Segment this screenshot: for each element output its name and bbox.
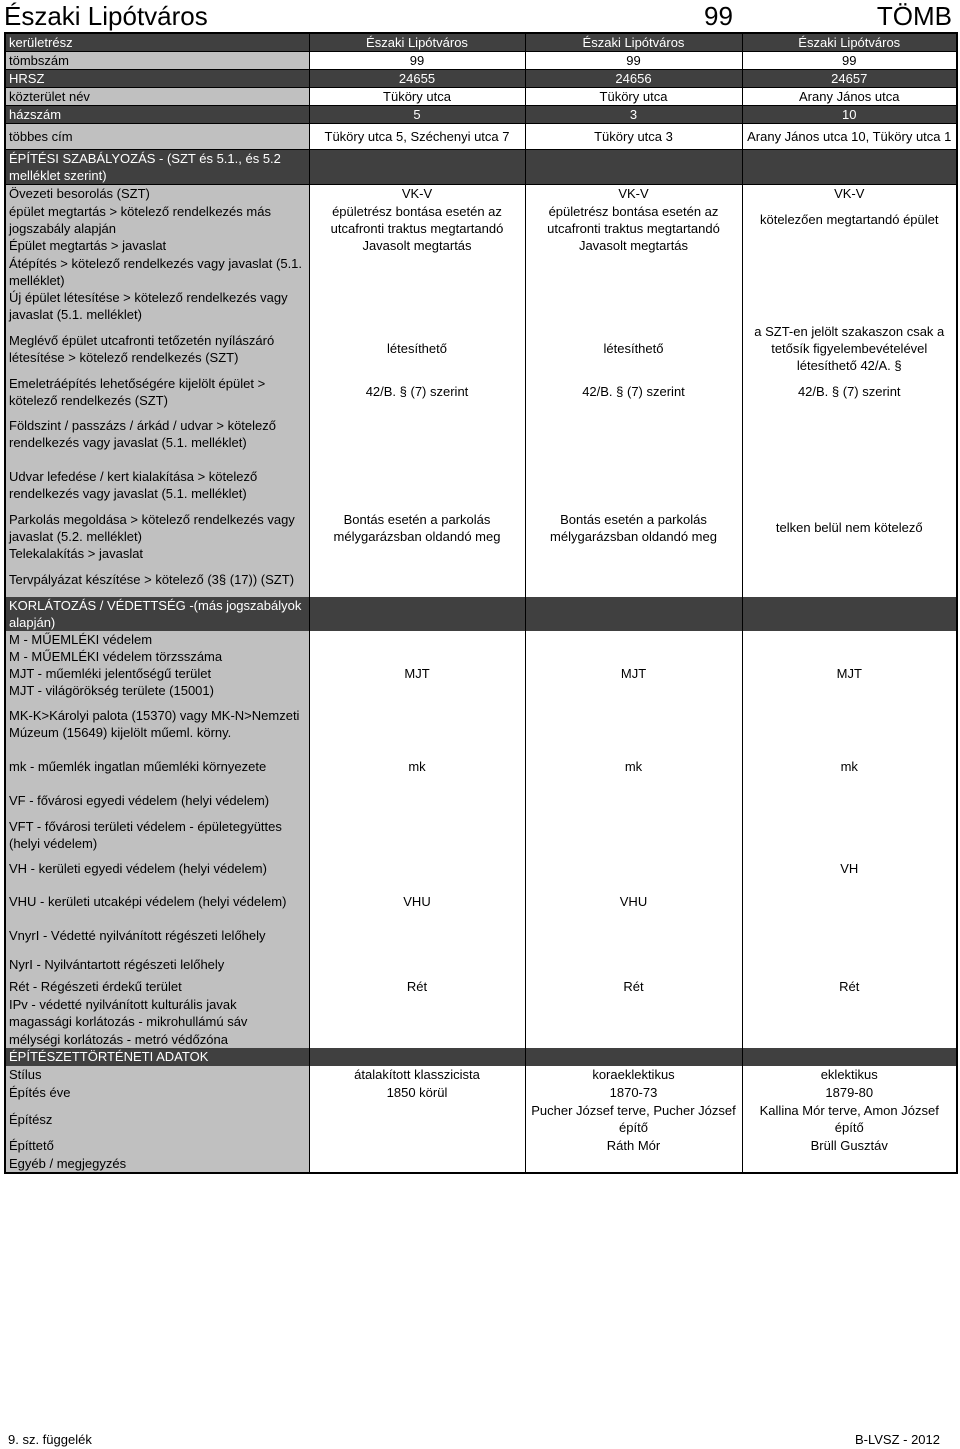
row-value-2: Rét — [525, 978, 742, 996]
table-row — [5, 203, 957, 237]
table-row — [5, 648, 957, 665]
table-row — [5, 1137, 957, 1155]
row-value-2: koraeklektikus — [525, 1066, 742, 1084]
row-label: kerületrész — [5, 33, 309, 52]
row-value-3 — [742, 150, 957, 185]
row-label: KORLÁTOZÁS / VÉDETTSÉG -(más jogszabályok alapján) — [5, 597, 309, 631]
row-value-3: Rét — [742, 978, 957, 996]
row-value-2: 1870-73 — [525, 1084, 742, 1102]
row-value-1 — [309, 783, 525, 818]
row-label: házszám — [5, 106, 309, 124]
table-row — [5, 1013, 957, 1031]
table-row — [5, 237, 957, 255]
row-value-1 — [309, 648, 525, 665]
row-value-2 — [525, 563, 742, 597]
row-value-3 — [742, 289, 957, 323]
row-label: magassági korlátozás - mikrohullámú sáv — [5, 1013, 309, 1031]
row-value-3 — [742, 237, 957, 255]
row-value-3: Kallina Mór terve, Amon József építő — [742, 1102, 957, 1137]
row-value-2 — [525, 852, 742, 885]
table-row — [5, 665, 957, 682]
row-value-2: Pucher József terve, Pucher József építő — [525, 1102, 742, 1137]
row-value-1 — [309, 597, 525, 631]
row-value-2 — [525, 460, 742, 511]
table-row — [5, 106, 957, 124]
row-value-1 — [309, 150, 525, 185]
row-label: Udvar lefedése / kert kialakítása > kötelező rendelkezés vagy javaslat (5.1. melléklet) — [5, 460, 309, 511]
row-value-2: MJT — [525, 665, 742, 682]
row-value-2 — [525, 545, 742, 563]
row-value-2: 99 — [525, 52, 742, 70]
row-value-2 — [525, 409, 742, 460]
row-value-2: mk — [525, 750, 742, 783]
row-value-2: Tüköry utca 3 — [525, 124, 742, 150]
row-value-3: a SZT-en jelölt szakaszon csak a tetősík figyelembevételével létesíthető 42/A. § — [742, 323, 957, 375]
row-value-1 — [309, 1048, 525, 1066]
row-label: Parkolás megoldása > kötelező rendelkezés vagy javaslat (5.2. melléklet) — [5, 511, 309, 545]
row-value-1 — [309, 545, 525, 563]
row-value-1 — [309, 1013, 525, 1031]
row-value-2 — [525, 699, 742, 750]
row-value-3: MJT — [742, 665, 957, 682]
row-value-3 — [742, 1031, 957, 1048]
table-row — [5, 1066, 957, 1084]
row-label: Építés éve — [5, 1084, 309, 1102]
district-title: Északi Lipótváros — [4, 1, 208, 31]
row-value-2 — [525, 783, 742, 818]
page-header — [4, 0, 956, 32]
row-value-1 — [309, 818, 525, 852]
table-row — [5, 88, 957, 106]
row-value-3 — [742, 952, 957, 978]
row-value-1: 42/B. § (7) szerint — [309, 375, 525, 409]
row-value-1 — [309, 563, 525, 597]
row-label: mk - műemlék ingatlan műemléki környezete — [5, 750, 309, 783]
row-value-1 — [309, 682, 525, 699]
row-value-1 — [309, 699, 525, 750]
row-value-3: Északi Lipótváros — [742, 33, 957, 52]
row-label: ÉPÍTÉSZETTÖRTÉNETI ADATOK — [5, 1048, 309, 1066]
row-value-1: Rét — [309, 978, 525, 996]
footer-appendix-label: 9. sz. függelék — [8, 1432, 92, 1447]
row-value-3 — [742, 563, 957, 597]
row-value-3 — [742, 699, 957, 750]
table-row — [5, 699, 957, 750]
row-value-2: VK-V — [525, 185, 742, 203]
row-label: Új épület létesítése > kötelező rendelkezés vagy javaslat (5.1. melléklet) — [5, 289, 309, 323]
table-row — [5, 978, 957, 996]
table-row — [5, 255, 957, 289]
row-value-1: VHU — [309, 885, 525, 919]
row-value-3: 1879-80 — [742, 1084, 957, 1102]
row-value-3: eklektikus — [742, 1066, 957, 1084]
table-row — [5, 1155, 957, 1173]
row-value-3: telken belül nem kötelező — [742, 511, 957, 545]
row-label: VH - kerületi egyedi védelem (helyi védelem) — [5, 852, 309, 885]
table-row — [5, 818, 957, 852]
table-row — [5, 185, 957, 203]
row-value-2 — [525, 597, 742, 631]
row-label: VHU - kerületi utcaképi védelem (helyi védelem) — [5, 885, 309, 919]
table-row — [5, 124, 957, 150]
row-value-2 — [525, 682, 742, 699]
table-row — [5, 852, 957, 885]
table-row — [5, 1084, 957, 1102]
row-label: Telekalakítás > javaslat — [5, 545, 309, 563]
row-label: épület megtartás > kötelező rendelkezés más jogszabály alapján — [5, 203, 309, 237]
row-value-3: 10 — [742, 106, 957, 124]
table-row — [5, 289, 957, 323]
table-row — [5, 409, 957, 460]
row-label: ÉPÍTÉSI SZABÁLYOZÁS - (SZT és 5.1., és 5.2 melléklet szerint) — [5, 150, 309, 185]
table-row — [5, 952, 957, 978]
row-value-3: 24657 — [742, 70, 957, 88]
row-label: NyrI - Nyilvántartott régészeti lelőhely — [5, 952, 309, 978]
row-value-2: Tüköry utca — [525, 88, 742, 106]
row-value-2 — [525, 1013, 742, 1031]
row-value-2 — [525, 996, 742, 1013]
row-value-1: VK-V — [309, 185, 525, 203]
row-value-3 — [742, 919, 957, 952]
row-value-3 — [742, 996, 957, 1013]
row-value-2: Északi Lipótváros — [525, 33, 742, 52]
row-value-1 — [309, 996, 525, 1013]
row-value-1: Javasolt megtartás — [309, 237, 525, 255]
row-value-3 — [742, 648, 957, 665]
row-value-1: átalakított klasszicista — [309, 1066, 525, 1084]
row-value-2: VHU — [525, 885, 742, 919]
row-value-3 — [742, 460, 957, 511]
row-value-1: létesíthető — [309, 323, 525, 375]
row-label: Építész — [5, 1102, 309, 1137]
row-value-3 — [742, 545, 957, 563]
row-label: VF - fővárosi egyedi védelem (helyi védelem) — [5, 783, 309, 818]
row-value-2 — [525, 255, 742, 289]
block-number: 99 — [704, 1, 733, 31]
row-value-1 — [309, 1031, 525, 1048]
row-value-3 — [742, 631, 957, 648]
row-value-2 — [525, 818, 742, 852]
row-value-1 — [309, 255, 525, 289]
row-value-2: 24656 — [525, 70, 742, 88]
row-value-2 — [525, 952, 742, 978]
row-value-1: Bontás esetén a parkolás mélygarázsban oldandó meg — [309, 511, 525, 545]
row-value-3: kötelezően megtartandó épület — [742, 203, 957, 237]
table-row — [5, 545, 957, 563]
row-value-3: VK-V — [742, 185, 957, 203]
row-value-1: 24655 — [309, 70, 525, 88]
table-row — [5, 33, 957, 52]
row-value-3 — [742, 818, 957, 852]
table-row — [5, 375, 957, 409]
row-value-3 — [742, 783, 957, 818]
row-value-1: Tüköry utca 5, Széchenyi utca 7 — [309, 124, 525, 150]
row-value-1 — [309, 1155, 525, 1173]
row-value-3 — [742, 597, 957, 631]
table-row — [5, 885, 957, 919]
row-label: Épület megtartás > javaslat — [5, 237, 309, 255]
row-value-2: Bontás esetén a parkolás mélygarázsban oldandó meg — [525, 511, 742, 545]
row-value-1: 5 — [309, 106, 525, 124]
row-value-1 — [309, 1137, 525, 1155]
row-value-2 — [525, 631, 742, 648]
row-label: M - MŰEMLÉKI védelem — [5, 631, 309, 648]
row-value-3: VH — [742, 852, 957, 885]
row-label: mélységi korlátozás - metró védőzóna — [5, 1031, 309, 1048]
row-value-2: 42/B. § (7) szerint — [525, 375, 742, 409]
row-value-3 — [742, 1013, 957, 1031]
row-label: többes cím — [5, 124, 309, 150]
table-row — [5, 919, 957, 952]
row-value-1: 99 — [309, 52, 525, 70]
row-value-3 — [742, 1048, 957, 1066]
row-label: M - MŰEMLÉKI védelem törzsszáma — [5, 648, 309, 665]
row-label: Stílus — [5, 1066, 309, 1084]
row-value-2 — [525, 919, 742, 952]
table-row — [5, 996, 957, 1013]
row-value-1: Tüköry utca — [309, 88, 525, 106]
row-label: MJT - világörökség területe (15001) — [5, 682, 309, 699]
row-value-1 — [309, 460, 525, 511]
row-value-1 — [309, 289, 525, 323]
row-value-1 — [309, 919, 525, 952]
row-value-1: épületrész bontása esetén az utcafronti traktus megtartandó — [309, 203, 525, 237]
row-label: MK-K>Károlyi palota (15370) vagy MK-N>Nemzeti Múzeum (15649) kijelölt műeml. körny. — [5, 699, 309, 750]
table-row — [5, 563, 957, 597]
table-row — [5, 682, 957, 699]
row-label: Övezeti besorolás (SZT) — [5, 185, 309, 203]
row-label: Meglévő épület utcafronti tetőzetén nyílászáró létesítése > kötelező rendelkezés (SZT) — [5, 323, 309, 375]
row-value-2 — [525, 648, 742, 665]
table-row — [5, 511, 957, 545]
row-label: Emeletráépítés lehetőségére kijelölt épület > kötelező rendelkezés (SZT) — [5, 375, 309, 409]
row-value-1: 1850 körül — [309, 1084, 525, 1102]
row-value-3 — [742, 1155, 957, 1173]
table-row — [5, 323, 957, 375]
row-label: tömbszám — [5, 52, 309, 70]
row-label: Földszint / passzázs / árkád / udvar > kötelező rendelkezés vagy javaslat (5.1. melléklet) — [5, 409, 309, 460]
row-value-1: Északi Lipótváros — [309, 33, 525, 52]
row-label: Rét - Régészeti érdekű terület — [5, 978, 309, 996]
row-value-1 — [309, 1102, 525, 1137]
footer-document-code: B-LVSZ - 2012 — [854, 1432, 940, 1447]
table-row — [5, 52, 957, 70]
row-value-2: létesíthető — [525, 323, 742, 375]
row-label: Tervpályázat készítése > kötelező (3§ (17)) (SZT) — [5, 563, 309, 597]
row-label: Egyéb / megjegyzés — [5, 1155, 309, 1173]
table-row — [5, 1102, 957, 1137]
row-value-2: Javasolt megtartás — [525, 237, 742, 255]
row-value-3 — [742, 255, 957, 289]
row-value-1 — [309, 409, 525, 460]
row-value-1: mk — [309, 750, 525, 783]
row-value-2: 3 — [525, 106, 742, 124]
row-value-3: mk — [742, 750, 957, 783]
row-value-1: MJT — [309, 665, 525, 682]
row-label: MJT - műemléki jelentőségű terület — [5, 665, 309, 682]
row-value-3: Arany János utca — [742, 88, 957, 106]
table-row — [5, 783, 957, 818]
row-value-1 — [309, 631, 525, 648]
row-value-2 — [525, 1155, 742, 1173]
row-label: Építtető — [5, 1137, 309, 1155]
row-value-2 — [525, 1031, 742, 1048]
row-value-2 — [525, 1048, 742, 1066]
row-value-2: Ráth Mór — [525, 1137, 742, 1155]
row-value-2 — [525, 289, 742, 323]
table-row — [5, 150, 957, 185]
row-value-1 — [309, 952, 525, 978]
row-value-3 — [742, 682, 957, 699]
row-label: Átépítés > kötelező rendelkezés vagy javaslat (5.1. melléklet) — [5, 255, 309, 289]
table-row — [5, 1031, 957, 1048]
table-row — [5, 70, 957, 88]
row-label: VnyrI - Védetté nyilvánított régészeti lelőhely — [5, 919, 309, 952]
block-label: TÖMB — [876, 1, 952, 31]
row-value-3: 99 — [742, 52, 957, 70]
table-row — [5, 460, 957, 511]
row-value-3 — [742, 409, 957, 460]
row-value-2: épületrész bontása esetén az utcafronti traktus megtartandó — [525, 203, 742, 237]
table-row — [5, 597, 957, 631]
table-row — [5, 750, 957, 783]
row-value-3: 42/B. § (7) szerint — [742, 375, 957, 409]
row-value-3: Arany János utca 10, Tüköry utca 1 — [742, 124, 957, 150]
row-value-3: Brüll Gusztáv — [742, 1137, 957, 1155]
row-value-1 — [309, 852, 525, 885]
row-value-3 — [742, 885, 957, 919]
row-label: VFT - fővárosi területi védelem - épületegyüttes (helyi védelem) — [5, 818, 309, 852]
table-row — [5, 1048, 957, 1066]
row-label: IPv - védetté nyilvánított kulturális javak — [5, 996, 309, 1013]
property-data-table — [4, 32, 958, 1174]
row-label: HRSZ — [5, 70, 309, 88]
table-row — [5, 631, 957, 648]
row-value-2 — [525, 150, 742, 185]
row-label: közterület név — [5, 88, 309, 106]
